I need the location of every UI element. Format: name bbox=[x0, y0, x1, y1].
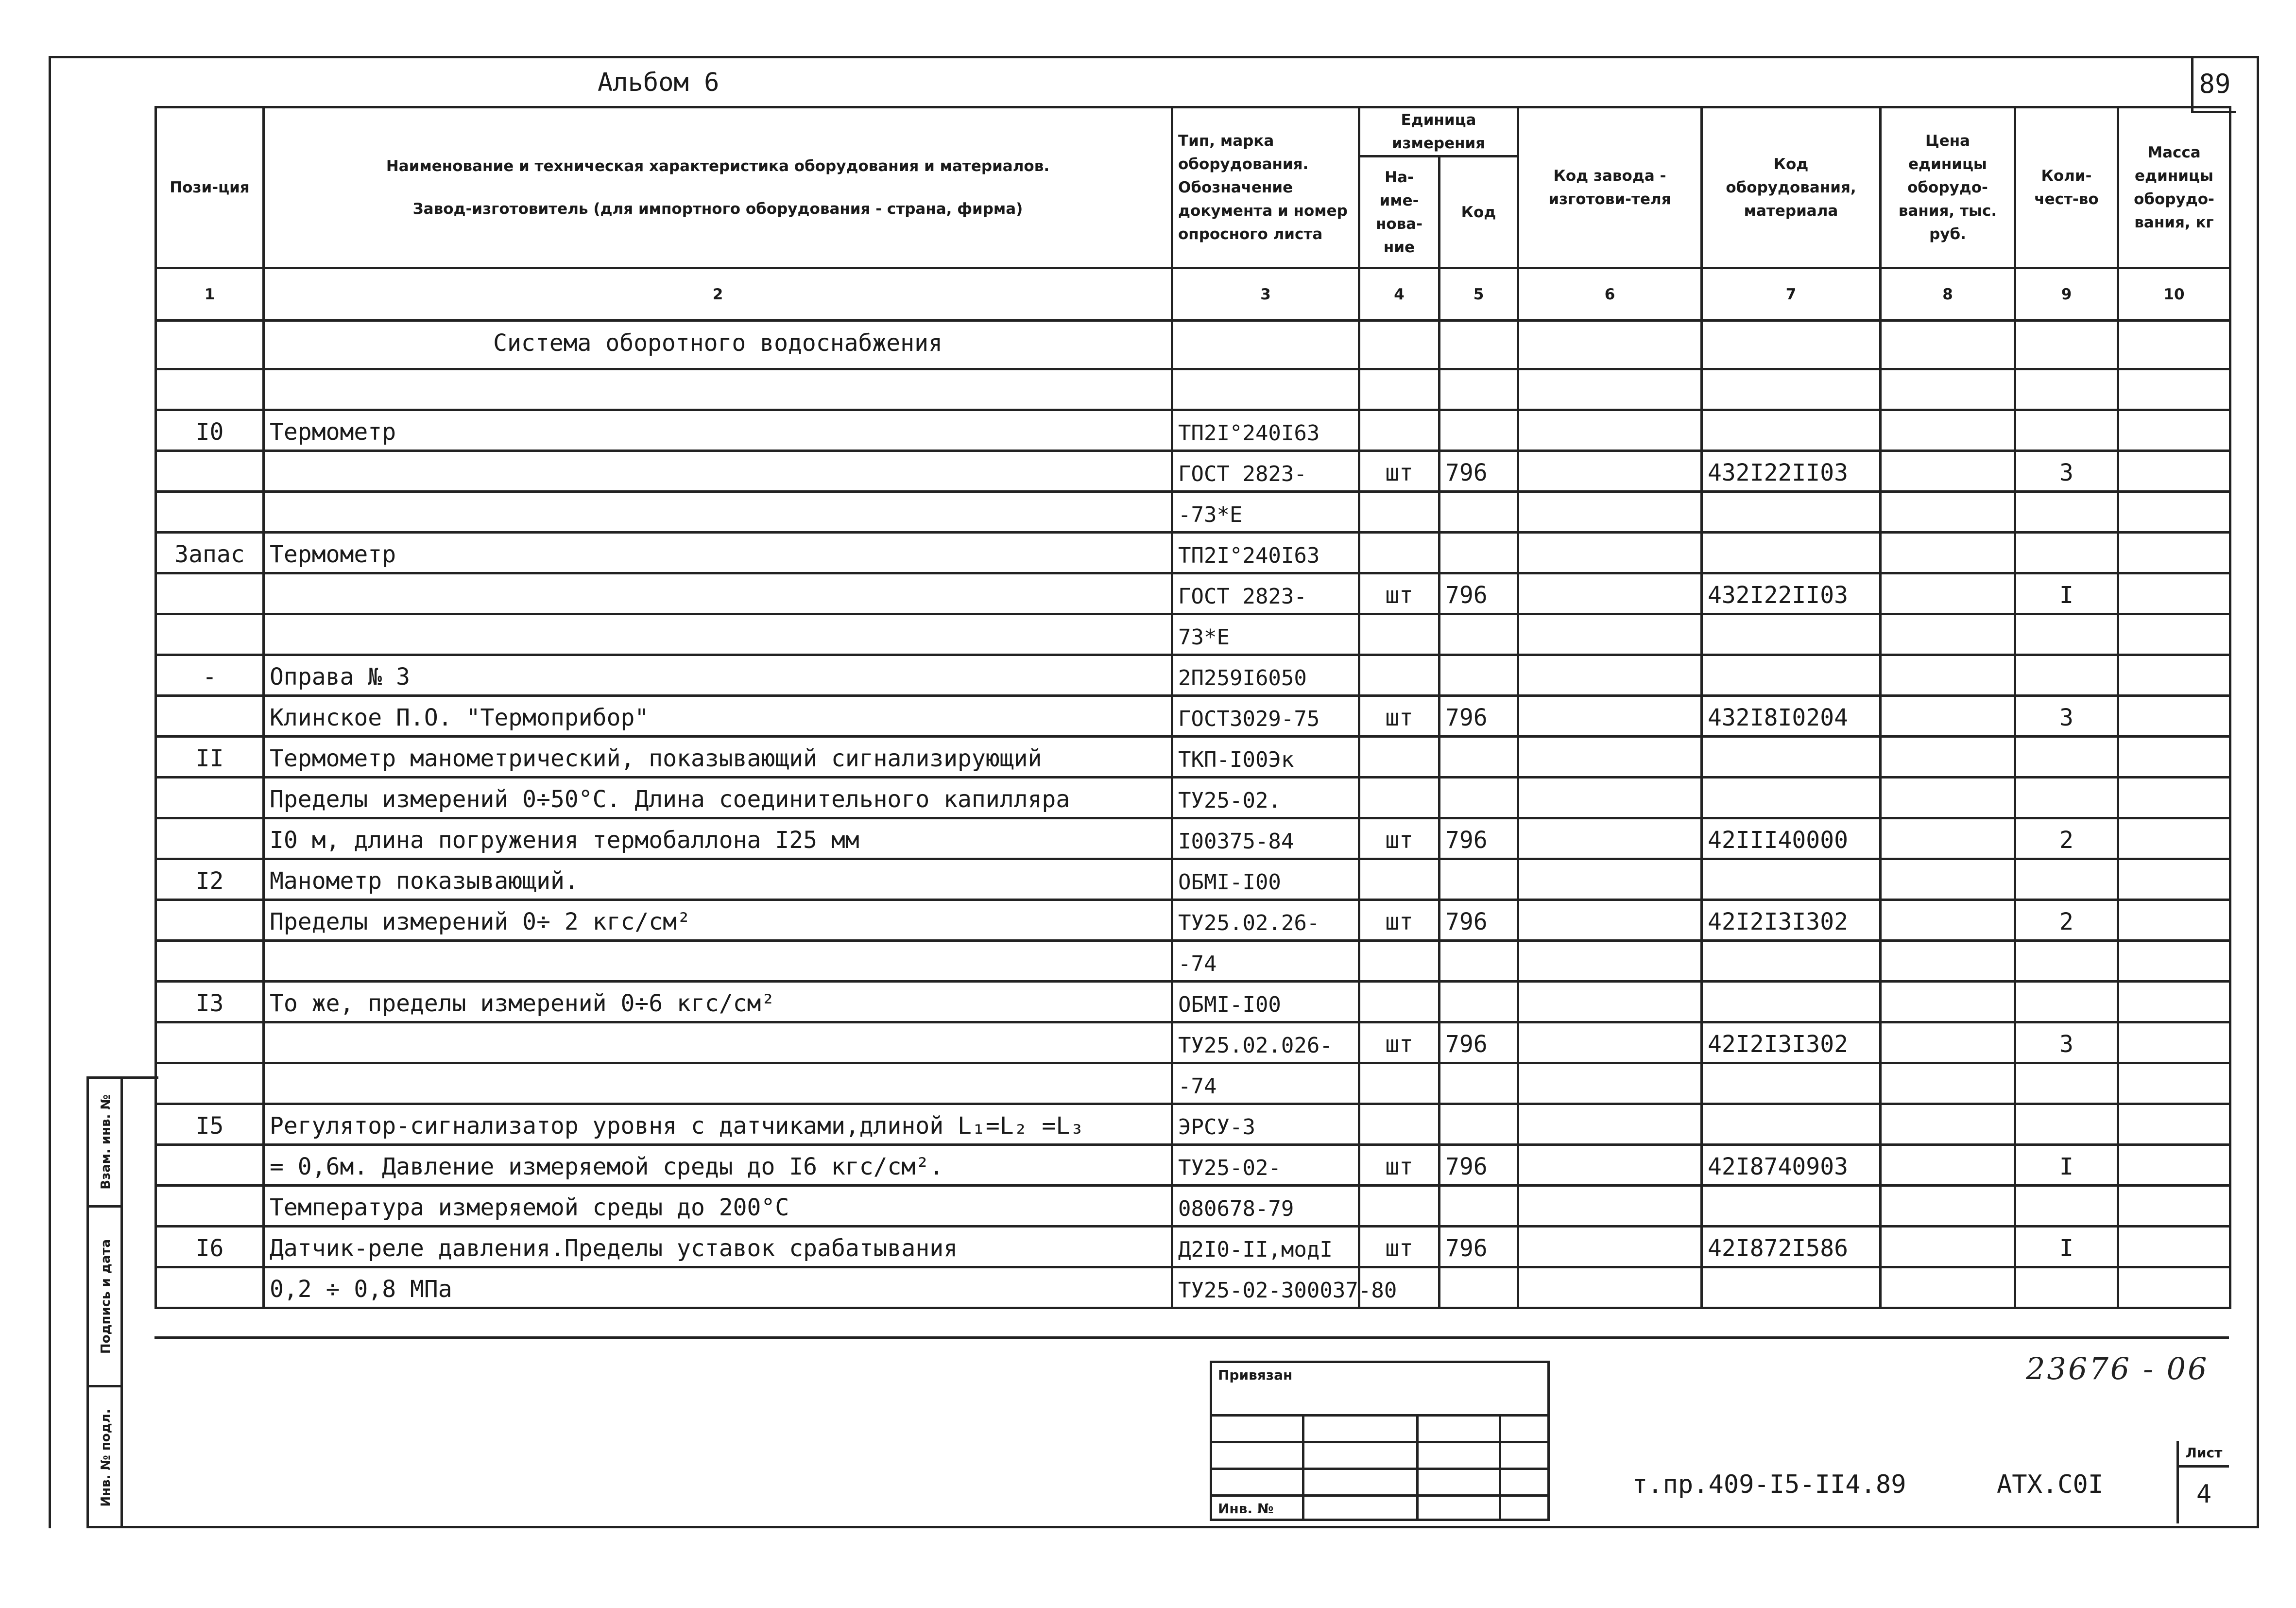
cell-empty bbox=[2118, 1186, 2230, 1227]
col-header-equip-code: Код оборудования, материала bbox=[1702, 107, 1881, 268]
table-bottom-line bbox=[154, 1336, 2229, 1339]
cell-qty: I bbox=[2015, 573, 2118, 614]
cell-code bbox=[1439, 778, 1518, 818]
cell-code bbox=[1439, 982, 1518, 1022]
cell-pos: I5 bbox=[156, 1104, 264, 1145]
cell-type: ГОСТ 2823- bbox=[1172, 451, 1359, 492]
table-row bbox=[156, 533, 2230, 573]
cell-qty bbox=[2015, 737, 2118, 778]
cell-type: ТУ25-02. bbox=[1172, 778, 1359, 818]
sheet-box bbox=[2176, 1441, 2229, 1523]
cell-empty bbox=[1518, 1022, 1702, 1063]
col-header-position: Пози-ция bbox=[156, 107, 264, 268]
cell-type: -73*Е bbox=[1172, 492, 1359, 533]
cell-type: I00375-84 bbox=[1172, 818, 1359, 859]
col-number: 10 bbox=[2118, 268, 2230, 321]
cell-empty bbox=[2118, 982, 2230, 1022]
col-header-quantity: Коли-чест-во bbox=[2015, 107, 2118, 268]
table-row bbox=[156, 1145, 2230, 1186]
cell-name: Клинское П.О. "Термоприбор" bbox=[264, 696, 1172, 737]
cell-name: I0 м, длина погружения термобаллона I25 мм bbox=[264, 818, 1172, 859]
cell-empty bbox=[1518, 1063, 1702, 1104]
cell-qty bbox=[2015, 533, 2118, 573]
document-id: т.пр.409-I5-II4.89 bbox=[1632, 1470, 1906, 1499]
cell-unit: шт bbox=[1359, 696, 1439, 737]
col-header-mass: Масса единицы оборудо-вания, кг bbox=[2118, 107, 2230, 268]
table-row bbox=[156, 1186, 2230, 1227]
cell-empty bbox=[2118, 533, 2230, 573]
frame-bottom-line bbox=[154, 1526, 2258, 1528]
cell-empty bbox=[1881, 369, 2015, 410]
sheet-value: 4 bbox=[2196, 1480, 2212, 1509]
cell-unit: шт bbox=[1359, 1022, 1439, 1063]
document-code: АТХ.С0I bbox=[1997, 1470, 2104, 1499]
cell-empty bbox=[1881, 1104, 2015, 1145]
section-row bbox=[156, 321, 2230, 369]
cell-empty bbox=[1518, 737, 1702, 778]
cell-empty bbox=[1518, 859, 1702, 900]
cell-qty bbox=[2015, 1063, 2118, 1104]
stamp-vzam-inv: Взам. инв. № bbox=[89, 1079, 123, 1208]
cell-equip bbox=[1702, 655, 1881, 696]
cell-empty bbox=[2118, 900, 2230, 941]
cell-name bbox=[264, 1022, 1172, 1063]
cell-empty bbox=[2118, 614, 2230, 655]
cell-empty bbox=[1881, 982, 2015, 1022]
cell-qty bbox=[2015, 982, 2118, 1022]
cell-pos bbox=[156, 1267, 264, 1308]
cell-empty bbox=[1881, 696, 2015, 737]
handwritten-number: 23676 - 06 bbox=[2026, 1351, 2209, 1386]
cell-type: ТП2I°240I63 bbox=[1172, 533, 1359, 573]
cell-empty bbox=[2118, 1063, 2230, 1104]
cell-qty bbox=[2015, 778, 2118, 818]
col-number: 1 bbox=[156, 268, 264, 321]
cell-equip: 42I2I3I302 bbox=[1702, 900, 1881, 941]
cell-empty bbox=[1518, 614, 1702, 655]
cell-pos bbox=[156, 778, 264, 818]
cell-name bbox=[264, 1063, 1172, 1104]
table-row bbox=[156, 1104, 2230, 1145]
cell-code bbox=[1439, 737, 1518, 778]
cell-unit: шт bbox=[1359, 1145, 1439, 1186]
cell-code bbox=[1439, 1063, 1518, 1104]
cell-equip bbox=[1702, 778, 1881, 818]
table-row bbox=[156, 614, 2230, 655]
cell-equip: 42III40000 bbox=[1702, 818, 1881, 859]
table-row bbox=[156, 818, 2230, 859]
cell-name: = 0,6м. Давление измеряемой среды до I6 кгс/см². bbox=[264, 1145, 1172, 1186]
cell-name: Оправа № 3 bbox=[264, 655, 1172, 696]
cell-unit bbox=[1359, 492, 1439, 533]
cell-empty bbox=[1881, 410, 2015, 451]
cell-qty: 2 bbox=[2015, 818, 2118, 859]
cell-pos bbox=[156, 696, 264, 737]
cell-code: 796 bbox=[1439, 818, 1518, 859]
album-title: Альбом 6 bbox=[598, 68, 720, 97]
cell-unit bbox=[1359, 533, 1439, 573]
cell-unit bbox=[1359, 369, 1439, 410]
table-row bbox=[156, 573, 2230, 614]
cell-name bbox=[264, 573, 1172, 614]
cell-pos: I6 bbox=[156, 1227, 264, 1267]
cell-empty bbox=[2118, 410, 2230, 451]
cell-equip bbox=[1702, 859, 1881, 900]
approved-label: Привязан bbox=[1218, 1367, 1293, 1383]
cell-pos bbox=[156, 1063, 264, 1104]
cell-unit: шт bbox=[1359, 900, 1439, 941]
cell-unit bbox=[1359, 614, 1439, 655]
table-row bbox=[156, 410, 2230, 451]
cell-code bbox=[1439, 1267, 1518, 1308]
cell-code bbox=[1439, 655, 1518, 696]
cell-type: 2П259I6050 bbox=[1172, 655, 1359, 696]
col-header-type: Тип, марка оборудования. Обозначение документа и номер опросного листа bbox=[1172, 107, 1359, 268]
cell-qty bbox=[2015, 369, 2118, 410]
cell-pos: - bbox=[156, 655, 264, 696]
cell-equip: 432I8I0204 bbox=[1702, 696, 1881, 737]
cell-code: 796 bbox=[1439, 451, 1518, 492]
stamp-inv-original: Инв. № подл. bbox=[99, 1409, 113, 1507]
cell-empty bbox=[1518, 410, 1702, 451]
cell-empty bbox=[2118, 1104, 2230, 1145]
cell-empty bbox=[2118, 941, 2230, 982]
sheet-corner-number: 89 bbox=[2191, 57, 2236, 113]
cell-unit bbox=[1359, 859, 1439, 900]
table-row bbox=[156, 1227, 2230, 1267]
table-row bbox=[156, 1022, 2230, 1063]
cell-empty bbox=[1518, 1104, 1702, 1145]
cell-type: ГОСТ 2823- bbox=[1172, 573, 1359, 614]
table-row bbox=[156, 778, 2230, 818]
table-row bbox=[156, 737, 2230, 778]
cell-pos: I3 bbox=[156, 982, 264, 1022]
col-header-unit-code: Код bbox=[1439, 156, 1518, 268]
cell-empty bbox=[1881, 451, 2015, 492]
col-header-unit: Единица измерения bbox=[1359, 107, 1518, 156]
cell-pos bbox=[156, 614, 264, 655]
cell-empty bbox=[2118, 655, 2230, 696]
cell-code bbox=[1439, 533, 1518, 573]
cell-empty bbox=[1518, 1267, 1702, 1308]
cell-name: Температура измеряемой среды до 200°С bbox=[264, 1186, 1172, 1227]
cell-pos bbox=[156, 1186, 264, 1227]
cell-empty bbox=[1881, 1145, 2015, 1186]
col-header-name bbox=[264, 107, 1172, 268]
cell-code: 796 bbox=[1439, 900, 1518, 941]
col-number: 4 bbox=[1359, 268, 1439, 321]
cell-empty bbox=[1881, 1022, 2015, 1063]
cell-code bbox=[1439, 1104, 1518, 1145]
cell-name: Манометр показывающий. bbox=[264, 859, 1172, 900]
col-number: 2 bbox=[264, 268, 1172, 321]
cell-qty bbox=[2015, 655, 2118, 696]
table-row bbox=[156, 492, 2230, 533]
cell-type: ТУ25.02.026- bbox=[1172, 1022, 1359, 1063]
cell-empty bbox=[1518, 451, 1702, 492]
cell-pos bbox=[156, 818, 264, 859]
cell-qty bbox=[2015, 614, 2118, 655]
cell-unit bbox=[1359, 655, 1439, 696]
cell-unit bbox=[1359, 410, 1439, 451]
cell-unit bbox=[1359, 982, 1439, 1022]
cell-empty bbox=[1881, 1227, 2015, 1267]
stamp-divider bbox=[120, 1076, 123, 1528]
cell-type: 73*Е bbox=[1172, 614, 1359, 655]
cell-empty bbox=[2118, 1145, 2230, 1186]
cell-empty bbox=[1518, 818, 1702, 859]
cell-type: ТКП-I00Эк bbox=[1172, 737, 1359, 778]
cell-name: Термометр манометрический, показывающий сигнализирующий bbox=[264, 737, 1172, 778]
cell-unit bbox=[1359, 1063, 1439, 1104]
cell-equip bbox=[1702, 1267, 1881, 1308]
cell-name bbox=[264, 451, 1172, 492]
cell-empty bbox=[2118, 492, 2230, 533]
cell-empty bbox=[1881, 859, 2015, 900]
cell-empty bbox=[1881, 1063, 2015, 1104]
cell-empty bbox=[1518, 492, 1702, 533]
cell-unit: шт bbox=[1359, 1227, 1439, 1267]
column-number-row bbox=[156, 268, 2230, 321]
cell-empty bbox=[2118, 778, 2230, 818]
table-row bbox=[156, 900, 2230, 941]
specification-table bbox=[154, 106, 2231, 1309]
cell-equip bbox=[1702, 410, 1881, 451]
cell-type: ТУ25-02- bbox=[1172, 1145, 1359, 1186]
cell-equip: 432I22II03 bbox=[1702, 451, 1881, 492]
cell-qty bbox=[2015, 410, 2118, 451]
cell-empty bbox=[1518, 369, 1702, 410]
cell-empty bbox=[1518, 696, 1702, 737]
cell-empty bbox=[1518, 778, 1702, 818]
cell-name: Регулятор-сигнализатор уровня с датчиками,длиной L₁=L₂ =L₃ bbox=[264, 1104, 1172, 1145]
cell-empty bbox=[2118, 369, 2230, 410]
table-row bbox=[156, 451, 2230, 492]
cell-qty: I bbox=[2015, 1227, 2118, 1267]
table-row bbox=[156, 859, 2230, 900]
cell-type: ОБМI-I00 bbox=[1172, 859, 1359, 900]
cell-name: Термометр bbox=[264, 410, 1172, 451]
col-number: 3 bbox=[1172, 268, 1359, 321]
cell-unit bbox=[1359, 941, 1439, 982]
cell-empty bbox=[2118, 451, 2230, 492]
cell-equip bbox=[1702, 941, 1881, 982]
col-number: 8 bbox=[1881, 268, 2015, 321]
cell-pos bbox=[156, 1022, 264, 1063]
table-row bbox=[156, 982, 2230, 1022]
cell-empty bbox=[2118, 696, 2230, 737]
cell-equip bbox=[1702, 982, 1881, 1022]
cell-empty bbox=[2118, 859, 2230, 900]
cell-name bbox=[264, 941, 1172, 982]
cell-pos bbox=[156, 1145, 264, 1186]
cell-qty bbox=[2015, 1186, 2118, 1227]
cell-unit: шт bbox=[1359, 573, 1439, 614]
cell-empty bbox=[1881, 533, 2015, 573]
cell-name: Термометр bbox=[264, 533, 1172, 573]
col-number: 5 bbox=[1439, 268, 1518, 321]
cell-empty bbox=[1881, 737, 2015, 778]
cell-empty bbox=[1881, 492, 2015, 533]
cell-empty bbox=[1518, 533, 1702, 573]
cell-pos bbox=[156, 369, 264, 410]
cell-empty bbox=[1881, 900, 2015, 941]
cell-code: 796 bbox=[1439, 573, 1518, 614]
cell-pos: Запас bbox=[156, 533, 264, 573]
cell-type: ОБМI-I00 bbox=[1172, 982, 1359, 1022]
cell-type: Д2I0-II,модI bbox=[1172, 1227, 1359, 1267]
cell-type: -74 bbox=[1172, 941, 1359, 982]
cell-equip bbox=[1702, 369, 1881, 410]
cell-empty bbox=[2118, 818, 2230, 859]
cell-equip bbox=[1702, 1063, 1881, 1104]
cell-empty bbox=[1881, 778, 2015, 818]
cell-unit bbox=[1359, 778, 1439, 818]
cell-empty bbox=[1881, 573, 2015, 614]
cell-code bbox=[1439, 614, 1518, 655]
cell-empty bbox=[1518, 900, 1702, 941]
col-header-unit-name: На-име-нова-ние bbox=[1359, 156, 1439, 268]
cell-unit bbox=[1359, 1186, 1439, 1227]
cell-qty: 3 bbox=[2015, 696, 2118, 737]
cell-equip: 42I872I586 bbox=[1702, 1227, 1881, 1267]
cell-type: -74 bbox=[1172, 1063, 1359, 1104]
cell-equip: 42I8740903 bbox=[1702, 1145, 1881, 1186]
cell-type: ТУ25-02-300037-80 bbox=[1172, 1267, 1359, 1308]
cell-qty bbox=[2015, 859, 2118, 900]
cell-empty bbox=[1518, 1145, 1702, 1186]
cell-equip bbox=[1702, 1186, 1881, 1227]
cell-type: ТУ25.02.26- bbox=[1172, 900, 1359, 941]
cell-pos bbox=[156, 451, 264, 492]
table-row bbox=[156, 369, 2230, 410]
cell-qty bbox=[2015, 1104, 2118, 1145]
cell-qty: 2 bbox=[2015, 900, 2118, 941]
cell-name: То же, пределы измерений 0÷6 кгс/см² bbox=[264, 982, 1172, 1022]
cell-unit: шт bbox=[1359, 451, 1439, 492]
cell-pos: I0 bbox=[156, 410, 264, 451]
table-row bbox=[156, 941, 2230, 982]
cell-qty bbox=[2015, 941, 2118, 982]
cell-type: ТП2I°240I63 bbox=[1172, 410, 1359, 451]
cell-qty: 3 bbox=[2015, 451, 2118, 492]
cell-empty bbox=[1881, 655, 2015, 696]
cell-pos: II bbox=[156, 737, 264, 778]
table-row bbox=[156, 696, 2230, 737]
cell-qty bbox=[2015, 492, 2118, 533]
cell-qty: I bbox=[2015, 1145, 2118, 1186]
cell-name: 0,2 ÷ 0,8 МПа bbox=[264, 1267, 1172, 1308]
cell-equip bbox=[1702, 1104, 1881, 1145]
cell-code: 796 bbox=[1439, 1145, 1518, 1186]
cell-empty bbox=[1518, 982, 1702, 1022]
cell-code bbox=[1439, 1186, 1518, 1227]
col-header-name-line2: Завод-изготовитель (для импортного оборудования - страна, фирма) bbox=[412, 200, 1023, 218]
cell-pos bbox=[156, 573, 264, 614]
cell-name: Датчик-реле давления.Пределы уставок срабатывания bbox=[264, 1227, 1172, 1267]
cell-name bbox=[264, 614, 1172, 655]
cell-equip bbox=[1702, 614, 1881, 655]
sheet-label: Лист bbox=[2179, 1441, 2229, 1468]
cell-equip bbox=[1702, 492, 1881, 533]
approved-block bbox=[1210, 1361, 1550, 1521]
cell-type: ЭРСУ-3 bbox=[1172, 1104, 1359, 1145]
section-title: Система оборотного водоснабжения bbox=[264, 321, 1172, 369]
table-row bbox=[156, 1267, 2230, 1308]
cell-pos: I2 bbox=[156, 859, 264, 900]
cell-name bbox=[264, 369, 1172, 410]
approved-inv-label: Инв. № bbox=[1218, 1501, 1274, 1517]
cell-empty bbox=[1518, 573, 1702, 614]
cell-equip: 432I22II03 bbox=[1702, 573, 1881, 614]
cell-equip bbox=[1702, 737, 1881, 778]
cell-type: ГОСТ3029-75 bbox=[1172, 696, 1359, 737]
cell-empty bbox=[2118, 737, 2230, 778]
cell-empty bbox=[2118, 1227, 2230, 1267]
cell-equip: 42I2I3I302 bbox=[1702, 1022, 1881, 1063]
col-header-price: Цена единицы оборудо-вания, тыс. руб. bbox=[1881, 107, 2015, 268]
table-row bbox=[156, 1063, 2230, 1104]
cell-name bbox=[264, 492, 1172, 533]
col-number: 7 bbox=[1702, 268, 1881, 321]
cell-type: 080678-79 bbox=[1172, 1186, 1359, 1227]
cell-unit bbox=[1359, 737, 1439, 778]
cell-empty bbox=[1881, 818, 2015, 859]
cell-type bbox=[1172, 369, 1359, 410]
col-header-plant-code: Код завода - изготови-теля bbox=[1518, 107, 1702, 268]
stamp-signature-date: Подпись и дата bbox=[89, 1208, 123, 1387]
cell-empty bbox=[1881, 1267, 2015, 1308]
cell-empty bbox=[1881, 941, 2015, 982]
col-header-name-line1: Наименование и техническая характеристика оборудования и материалов. bbox=[386, 157, 1050, 175]
cell-pos bbox=[156, 941, 264, 982]
cell-name: Пределы измерений 0÷ 2 кгс/см² bbox=[264, 900, 1172, 941]
cell-code: 796 bbox=[1439, 696, 1518, 737]
cell-code bbox=[1439, 492, 1518, 533]
cell-code bbox=[1439, 859, 1518, 900]
cell-qty bbox=[2015, 1267, 2118, 1308]
col-number: 9 bbox=[2015, 268, 2118, 321]
cell-pos bbox=[156, 492, 264, 533]
cell-qty: 3 bbox=[2015, 1022, 2118, 1063]
cell-empty bbox=[1881, 1186, 2015, 1227]
cell-pos bbox=[156, 900, 264, 941]
cell-empty bbox=[1518, 941, 1702, 982]
cell-empty bbox=[2118, 573, 2230, 614]
cell-code: 796 bbox=[1439, 1227, 1518, 1267]
cell-code bbox=[1439, 941, 1518, 982]
cell-name: Пределы измерений 0÷50°С. Длина соединительного капилляра bbox=[264, 778, 1172, 818]
col-number: 6 bbox=[1518, 268, 1702, 321]
cell-code bbox=[1439, 410, 1518, 451]
cell-empty bbox=[1518, 1186, 1702, 1227]
table-row bbox=[156, 655, 2230, 696]
cell-equip bbox=[1702, 533, 1881, 573]
cell-empty bbox=[2118, 1022, 2230, 1063]
cell-code bbox=[1439, 369, 1518, 410]
cell-unit bbox=[1359, 1104, 1439, 1145]
cell-unit: шт bbox=[1359, 818, 1439, 859]
cell-code: 796 bbox=[1439, 1022, 1518, 1063]
cell-empty bbox=[1518, 1227, 1702, 1267]
cell-empty bbox=[2118, 1267, 2230, 1308]
cell-empty bbox=[1881, 614, 2015, 655]
cell-empty bbox=[1518, 655, 1702, 696]
